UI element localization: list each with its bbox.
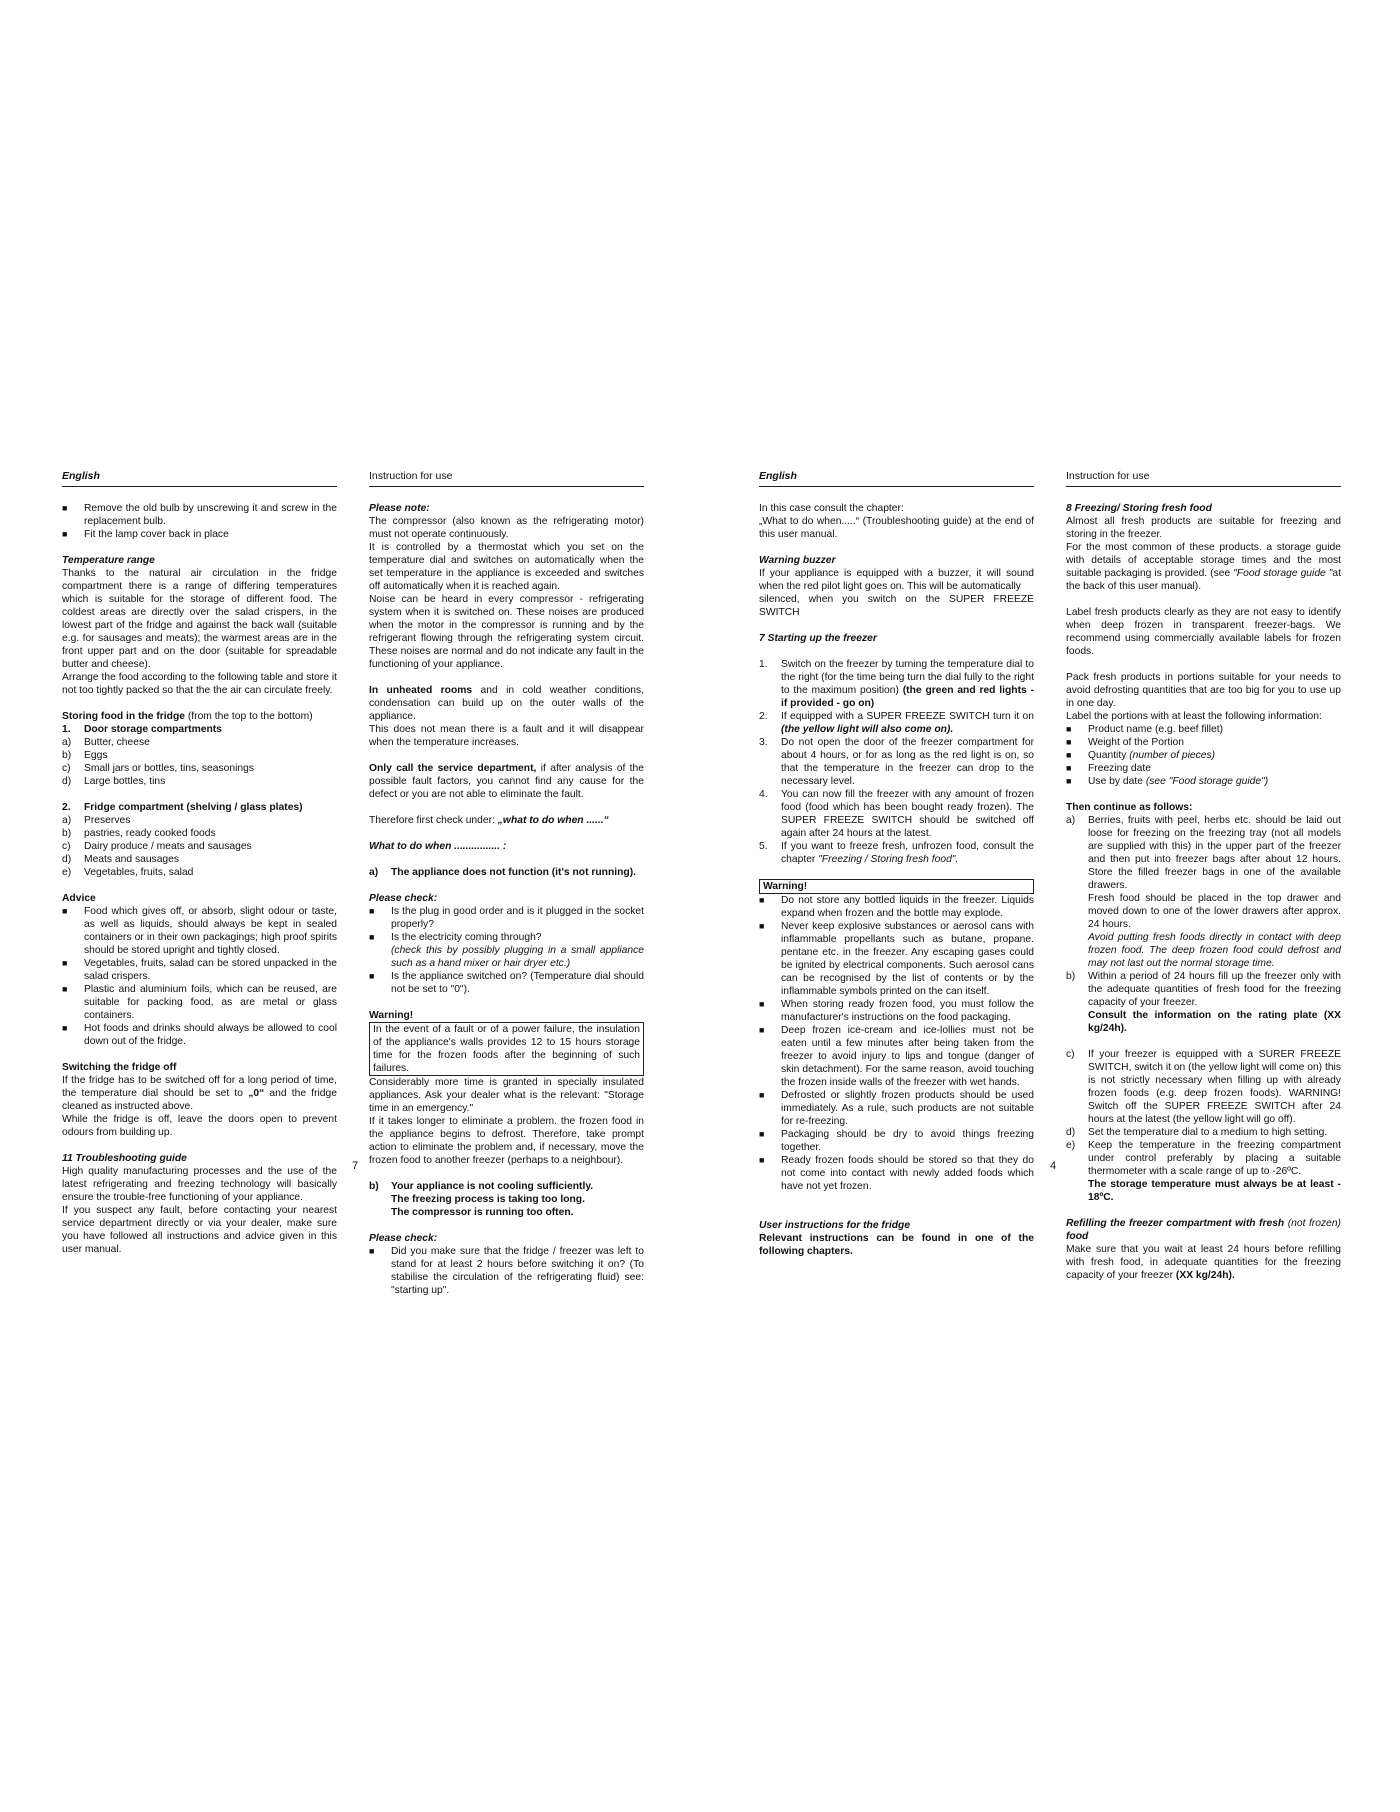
list-item: ■ When storing ready frozen food, you must follow the manufacturer's instructions on the food packaging.: [759, 999, 1034, 1023]
paragraph: Label fresh products clearly as they are not easy to identify when deep frozen in transparent freezer-bags. We recommend using commercially available labels for frozen foods.: [1066, 607, 1341, 657]
bullet-icon: ■: [1066, 750, 1072, 760]
section-title: Please check:: [369, 1233, 438, 1244]
paragraph: Noise can be heard in every compressor - refrigerating system when it is switched on. These noises are produced when the motor in the compressor is running and by the refrigerant flowing through the refrigerating system circuit. These noises are normal and do not indicate any fault in the functioning of your appliance.: [369, 594, 644, 670]
bullet-icon: ■: [369, 1246, 375, 1256]
list-item: ■ Product name (e.g. beef fillet): [1066, 724, 1224, 735]
list-item: ■ Packaging should be dry to avoid things freezing together.: [759, 1129, 1034, 1153]
list-item: d) Meats and sausages: [62, 854, 180, 865]
paragraph: In unheated rooms and in cold weather conditions, condensation can build up on the outer walls of the appliance.: [369, 685, 645, 722]
section-title: Then continue as follows:: [1066, 802, 1193, 813]
bullet-icon: ■: [759, 999, 765, 1009]
bullet-icon: ■: [62, 958, 68, 968]
header-instruction: Instruction for use: [369, 470, 644, 487]
bullet-icon: ■: [369, 906, 375, 916]
section-title: 11 Troubleshooting guide: [62, 1153, 187, 1164]
paragraph: If your appliance is equipped with a buzzer, it will sound when the red pilot light goes on. This will be automatically: [759, 568, 1034, 592]
paragraph: Arrange the food according to the following table and store it not too tightly packed so that the the air can circulate freely.: [62, 672, 337, 696]
list-item: e) Keep the temperature in the freezing compartment under control preferably by placing a suitable thermometer with a scale range of up to -26ºC. The storage temperature must always be at least - 18ºC.: [1066, 1140, 1341, 1203]
bullet-icon: ■: [369, 932, 375, 942]
paragraph: If the fridge has to be switched off for a long period of time, the temperature dial should be set to „0“ and the fridge cleaned as instructed above.: [62, 1075, 337, 1112]
paragraph: High quality manufacturing processes and the use of the latest refrigerating and freezing technology will basically ensure the trouble-free functioning of your appliance.: [62, 1166, 337, 1203]
bullet-icon: ■: [369, 971, 375, 981]
list-item: c) If your freezer is equipped with a SURER FREEZE SWITCH, switch it on (the yellow light will come on) this is not strictly necessary when filling up with already frozen foods (e.g. deep frozen foods). WARNING! Switch off the SUPER FREEZE SWITCH after 24 hours at the latest (the yellow light will go off).: [1066, 1049, 1341, 1125]
list-heading: b) Your appliance is not cooling sufficiently. The freezing process is taking too long. The compressor is running too often.: [369, 1181, 594, 1218]
section-title: Warning buzzer: [759, 555, 836, 566]
paragraph: Therefore first check under: „what to do when ......“: [369, 815, 609, 826]
list-item: ■ Weight of the Portion: [1066, 737, 1184, 748]
note: (check this by possibly plugging in a small appliance such as a hand mixer or hair dryer etc.): [391, 945, 644, 969]
bullet-icon: ■: [759, 921, 765, 931]
list-item: e) Vegetables, fruits, salad: [62, 867, 194, 878]
list-item: ■ Fit the lamp cover back in place: [62, 529, 229, 540]
section-title: Temperature range: [62, 555, 155, 566]
list-item: ■ Is the electricity coming through?: [369, 932, 542, 943]
bullet-icon: ■: [759, 1025, 765, 1035]
list-item: ■ Is the appliance switched on? (Temperature dial should not be set to "0").: [369, 971, 644, 995]
paragraph: If you suspect any fault, before contacting your nearest service department directly or via your dealer, make sure you have followed all instructions and advice given in this user manual.: [62, 1205, 337, 1255]
header-english: English: [62, 470, 337, 487]
list-item: b) Eggs: [62, 750, 108, 761]
list-item: d) Set the temperature dial to a medium to high setting.: [1066, 1127, 1328, 1138]
paragraph: Thanks to the natural air circulation in the fridge compartment there is a range of differing temperatures which is suitable for the storage of different food. The coldest areas are directly over the salad crispers, in the lowest part of the fridge and against the back wall (suitable e.g. for sausages and meats); the warmest areas are in the front upper part and on the door (suitable for spreadable butter and cheese).: [62, 568, 337, 670]
list-item: ■ Ready frozen foods should be stored so that they do not come into contact with newly added foods which have not yet frozen.: [759, 1155, 1034, 1192]
bullet-icon: ■: [759, 895, 765, 905]
list-item: a) Berries, fruits with peel, herbs etc. should be laid out loose for freezing on the freezing tray (not all models are supplied with this) in the upper part of the freezer and then put into freezer bags after about 12 hours. Store the filled freezer bags in one of the available drawers. Fresh food should be placed in the top drawer and moved down to one of the lower drawers after approx. 24 hours. Avoid putting fresh foods directly in contact with deep frozen food. The deep frozen food could defrost and may not last out the normal storage time.: [1066, 815, 1341, 969]
list-item: ■ Freezing date: [1066, 763, 1151, 774]
list-item: b) pastries, ready cooked foods: [62, 828, 216, 839]
list-item: ■ Remove the old bulb by unscrewing it and screw in the replacement bulb.: [62, 503, 337, 527]
list-item: ■ Hot foods and drinks should always be allowed to cool down out of the fridge.: [62, 1023, 337, 1047]
paragraph: The compressor (also known as the refrigerating motor) must not operate continuously.: [369, 516, 644, 540]
list-item: ■ Is the plug in good order and is it plugged in the socket properly?: [369, 906, 644, 930]
list-item: ■ Did you make sure that the fridge / freezer was left to stand for at least 2 hours before switching it on? (To stabilise the circulation of the refrigerating fluid) see: "starting up".: [369, 1246, 644, 1296]
list-item: 2. If equipped with a SUPER FREEZE SWITCH turn it on (the yellow light will also come on).: [759, 711, 1034, 735]
warning-title: Warning!: [759, 879, 1034, 894]
bullet-icon: ■: [1066, 737, 1072, 747]
section-title: Refilling the freezer compartment with fresh (not frozen) food: [1066, 1218, 1341, 1242]
list-item: ■ Plastic and aluminium foils, which can be reused, are suitable for packing food, as are metal or glass containers.: [62, 984, 337, 1021]
warning-title: Warning!: [369, 1010, 414, 1021]
list-item: ■ Defrosted or slightly frozen products should be used immediately. As a rule, such products are not suitable for re-freezing.: [759, 1090, 1034, 1127]
page-number-right: 4: [1050, 1160, 1057, 1172]
bullet-icon: ■: [62, 1023, 68, 1033]
list-item: c) Small jars or bottles, tins, seasonings: [62, 763, 254, 774]
paragraph: This does not mean there is a fault and it will disappear when the temperature increases.: [369, 724, 644, 748]
section-title: 8 Freezing/ Storing fresh food: [1066, 503, 1212, 514]
section-title: Switching the fridge off: [62, 1062, 177, 1073]
list-item: 5. If you want to freeze fresh, unfrozen food, consult the chapter "Freezing / Storing fresh food".: [759, 841, 1034, 865]
bullet-icon: ■: [62, 529, 68, 539]
bullet-icon: ■: [759, 1090, 765, 1100]
section-title: What to do when ................ :: [369, 841, 507, 852]
paragraph: For the most common of these products. a storage guide with details of acceptable storage times and the most suitable packaging is provided. (see "Food storage guide "at the back of this user manual).: [1066, 542, 1341, 592]
list-item: ■ Deep frozen ice-cream and ice-lollies must not be eaten until a few minutes after being taken from the freezer to avoid injury to lips and tongue (danger of skin detachment). For the same reason, avoid touching the frozen inside walls of the freezer with wet hands.: [759, 1025, 1034, 1088]
list-item: a) Butter, cheese: [62, 737, 150, 748]
paragraph: silenced, when you switch on the SUPER FREEZE SWITCH: [759, 594, 1034, 618]
list-item: ■ Use by date (see "Food storage guide"): [1066, 776, 1269, 787]
page-number-left: 7: [352, 1160, 359, 1172]
list-item: c) Dairy produce / meats and sausages: [62, 841, 252, 852]
bullet-icon: ■: [62, 906, 68, 916]
paragraph: „What to do when.....“ (Troubleshooting guide) at the end of this user manual.: [759, 516, 1034, 540]
list-heading: 1. Door storage compartments: [62, 724, 222, 735]
bullet-icon: ■: [759, 1155, 765, 1165]
list-heading: a) The appliance does not function (it's not running).: [369, 867, 636, 878]
section-title: Advice: [62, 893, 96, 904]
paragraph: Only call the service department, if after analysis of the possible fault factors, you cannot find any cause for the defect or you are not able to eliminate the fault.: [369, 763, 644, 800]
section-title: Please check:: [369, 893, 438, 904]
list-item: a) Preserves: [62, 815, 131, 826]
list-item: ■ Quantity (number of pieces): [1066, 750, 1216, 761]
bullet-icon: ■: [1066, 763, 1072, 773]
list-item: ■ Never keep explosive substances or aerosol cans with inflammable propellants such as butane, propane. pentane etc. in the freezer. Any escaping gases could be ignited by electrical components. Such aerosol cans can be recognised by the list of contents or by the inflammable symbols printed on the can itself.: [759, 921, 1034, 997]
section-title: 7 Starting up the freezer: [759, 633, 877, 644]
paragraph: It is controlled by a thermostat which you set on the temperature dial and switches on automatically when the set temperature in the appliance is exceeded and switches off automatically when it is reached again.: [369, 542, 644, 592]
list-item: ■ Vegetables, fruits, salad can be stored unpacked in the salad crispers.: [62, 958, 337, 982]
bullet-icon: ■: [759, 1129, 765, 1139]
list-item: 3. Do not open the door of the freezer compartment for about 4 hours, or for as long as the red light is on, so that the temperature in the freezer can drop to the necessary level.: [759, 737, 1034, 787]
section-title: Storing food in the fridge (from the top to the bottom): [62, 711, 313, 722]
section-title: User instructions for the fridge: [759, 1220, 911, 1231]
paragraph: Considerably more time is granted in specially insulated appliances. Ask your dealer what is the relevant: "Storage time in an emergency.": [369, 1077, 644, 1114]
list-item: d) Large bottles, tins: [62, 776, 166, 787]
section-title: Please note:: [369, 503, 430, 514]
list-heading: 2. Fridge compartment (shelving / glass plates): [62, 802, 303, 813]
list-item: 4. You can now fill the freezer with any amount of frozen food (food which has been bought ready frozen). The SUPER FREEZE SWITCH should be switched off again after 24 hours at the latest.: [759, 789, 1034, 839]
header-english: English: [759, 470, 1034, 487]
list-item: ■ Do not store any bottled liquids in the freezer. Liquids expand when frozen and the bottle may explode.: [759, 895, 1034, 919]
bullet-icon: ■: [1066, 776, 1072, 786]
bullet-icon: ■: [62, 984, 68, 994]
list-item: ■ Food which gives off, or absorb, slight odour or taste, as well as liquids, should always be kept in sealed containers or in their own packagings; high proof spirits should be stored upright and tightly closed.: [62, 906, 337, 956]
paragraph: Almost all fresh products are suitable for freezing and storing in the freezer.: [1066, 516, 1341, 540]
paragraph: Pack fresh products in portions suitable for your needs to avoid defrosting quantities that are too big for you to use up in one day.: [1066, 672, 1341, 709]
paragraph: Make sure that you wait at least 24 hours before refilling with fresh food, in adequate quantities for the freezing capacity of your freezer (XX kg/24h).: [1066, 1244, 1341, 1281]
header-instruction: Instruction for use: [1066, 470, 1341, 487]
bullet-icon: ■: [1066, 724, 1072, 734]
bullet-icon: ■: [62, 503, 68, 513]
paragraph: While the fridge is off, leave the doors open to prevent odours from building up.: [62, 1114, 337, 1138]
paragraph: If it takes longer to eliminate a problem. the frozen food in the appliance begins to defrost. Therefore, take prompt action to eliminate the problem and, if necessary, move the frozen food to another freezer (perhaps to a neighbour).: [369, 1116, 644, 1166]
paragraph: Label the portions with at least the following information:: [1066, 711, 1322, 722]
list-item: 1. Switch on the freezer by turning the temperature dial to the right (for the time being turn the dial fully to the right to the maximum position) (the green and red lights - if provided - go on): [759, 659, 1035, 709]
list-item: b) Within a period of 24 hours fill up the freezer only with the adequate quantities of fresh food for the freezing capacity of your freezer. Consult the information on the rating plate (XX kg/24h).: [1066, 971, 1341, 1034]
paragraph: In this case consult the chapter:: [759, 503, 904, 514]
paragraph: Relevant instructions can be found in one of the following chapters.: [759, 1233, 1034, 1257]
warning-box: In the event of a fault or of a power failure, the insulation of the appliance's walls provides 12 to 15 hours storage time for the frozen foods after the beginning of such failures.: [369, 1022, 644, 1076]
